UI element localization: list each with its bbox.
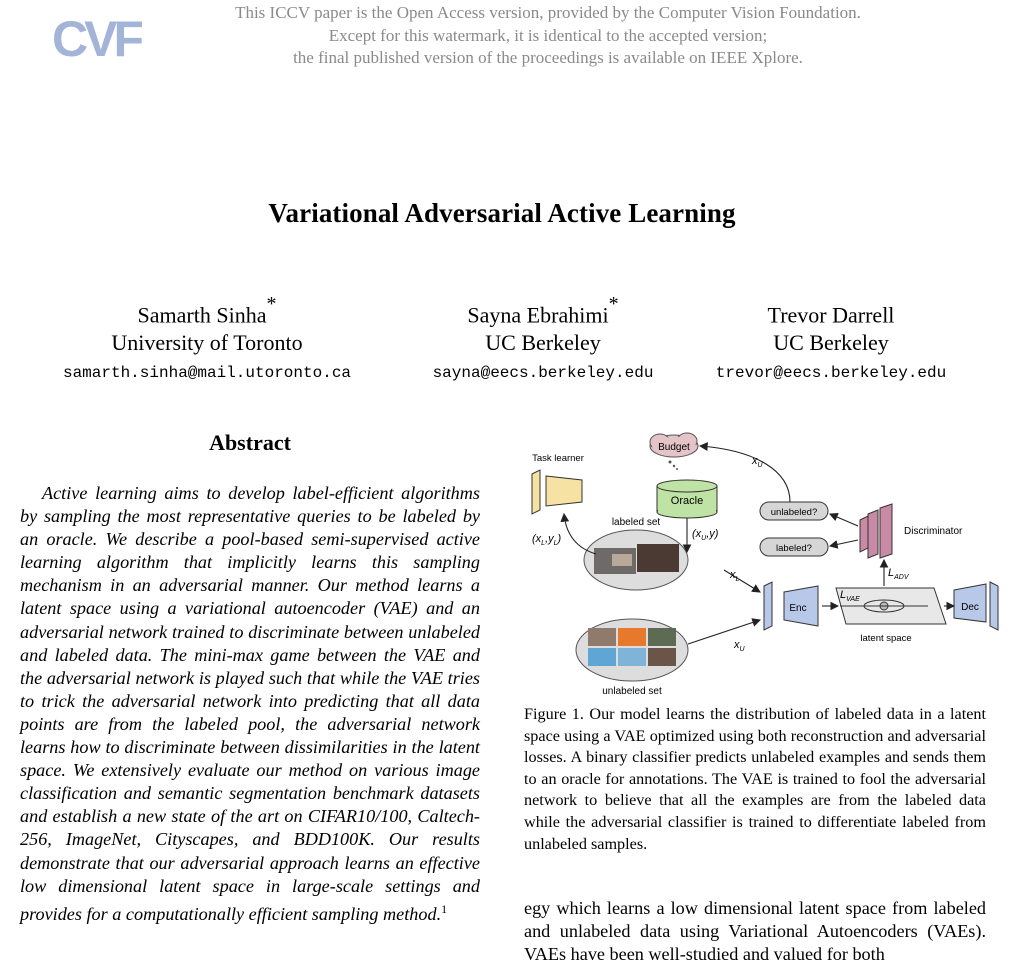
xl-arrow-label: $x_L$ — [730, 569, 740, 583]
discriminator — [860, 504, 963, 558]
oracle-cylinder — [657, 480, 717, 518]
author-affiliation: UC Berkeley — [485, 330, 601, 356]
author-affiliation: University of Toronto — [111, 330, 303, 356]
body-text-continuation: egy which learns a low dimensional latent space from labeled and unlabeled data using Variational Autoencoders (VAEs). VAEs have been well-studied and valued for both — [524, 898, 986, 965]
author-block — [408, 294, 678, 382]
author-name: Samarth Sinha* — [137, 293, 277, 328]
author-email[interactable]: samarth.sinha@mail.utoronto.ca — [62, 364, 352, 383]
oracle-label: Oracle — [670, 495, 704, 507]
budget-label: Budget — [658, 442, 690, 453]
latent-space-label: latent space — [860, 633, 912, 644]
open-access-watermark — [180, 2, 916, 70]
figure-caption: Figure 1. Our model learns the distribution of labeled data in a latent space using a VAE optimized using both reconstruction and adversarial losses. A binary classifier predicts unlabeled examples and sends them to an oracle for annotations. The VAE is trained to fool the adversarial network to believe that all the examples are from the labeled data while the adversarial classifier is trained to differentiate labeled from unlabeled samples. — [524, 705, 986, 853]
author-email[interactable]: trevor@eecs.berkeley.edu — [715, 364, 947, 383]
author-block — [30, 294, 384, 382]
xl-yl-label: $(x_L,y_L)$ — [532, 533, 562, 547]
unlabeled-query — [760, 502, 828, 520]
author-email[interactable]: sayna@eecs.berkeley.edu — [432, 364, 654, 383]
cvf-logo — [52, 8, 142, 66]
svg-text:labeled?: labeled? — [776, 543, 812, 554]
labeled-query — [760, 538, 828, 556]
dec-label: Dec — [961, 602, 979, 613]
abstract-text — [20, 482, 480, 926]
watermark-line: Except for this watermark, it is identical to the accepted version; — [328, 25, 768, 45]
l-adv-label: $L_{ADV}$ — [888, 567, 909, 581]
svg-text:unlabeled?: unlabeled? — [770, 507, 818, 518]
author-name: Sayna Ebrahimi* — [467, 293, 619, 328]
author-affiliation: UC Berkeley — [773, 330, 889, 356]
abstract-paragraph: Active learning aims to develop label-efficient algorithms by sampling the most representative queries to be labeled by an oracle. We describe a pool-based semi-supervised active learning algorithm that implicitly learns this sampling mechanism in an adversarial manner. Our method learns a latent space using a variational autoencoder (VAE) and an adversarial network trained to discriminate between unlabeled and labeled data. The mini-max game between the VAE and the adversarial network is played such that while the VAE tries to trick the adversarial network into predicting that all data points are from the labeled pool, the adversarial network learns how to discriminate between dissimilarities in the latent space. We extensively evaluate our method on various image classification and semantic segmentation benchmark datasets and establish a new state of the art on CIFAR10/100, Caltech-256, ImageNet, Cityscapes, and BDD100K. Our results demonstrate that our adversarial approach learns an effective low dimensional latent space in large-scale settings and provides for a computationally efficient sampling method. — [20, 483, 480, 924]
task-learner-label: Task learner — [532, 453, 584, 464]
vae-decoder — [954, 582, 998, 630]
task-learner — [532, 453, 584, 514]
labeled-set — [584, 517, 688, 590]
abstract-heading: Abstract — [209, 430, 291, 455]
footnote-mark: 1 — [441, 901, 448, 916]
figure-1-diagram — [524, 430, 1004, 700]
vae-encoder — [764, 582, 818, 630]
discriminator-label: Discriminator — [904, 526, 963, 537]
xu-budget-label: $x_U$ — [752, 455, 763, 469]
xu-y-label: $(x_U,y)$ — [692, 528, 719, 542]
unlabeled-set-label: unlabeled set — [602, 686, 662, 697]
unlabeled-set — [576, 619, 688, 697]
enc-label: Enc — [789, 603, 807, 614]
watermark-line: This ICCV paper is the Open Access version, provided by the Computer Vision Foundation. — [235, 3, 861, 22]
watermark-line: the final published version of the proceedings is available on IEEE Xplore. — [293, 48, 803, 67]
xu-arrow-label: $x_U$ — [734, 639, 745, 653]
labeled-set-label: labeled set — [611, 517, 661, 528]
author-name: Trevor Darrell — [767, 302, 895, 328]
paper-title: Variational Adversarial Active Learning — [268, 198, 736, 228]
l-vae-label: $L_{VAE}$ — [840, 589, 860, 603]
budget-cloud — [650, 433, 698, 470]
author-block — [696, 294, 966, 382]
svg-text:CVF: CVF — [52, 11, 140, 66]
